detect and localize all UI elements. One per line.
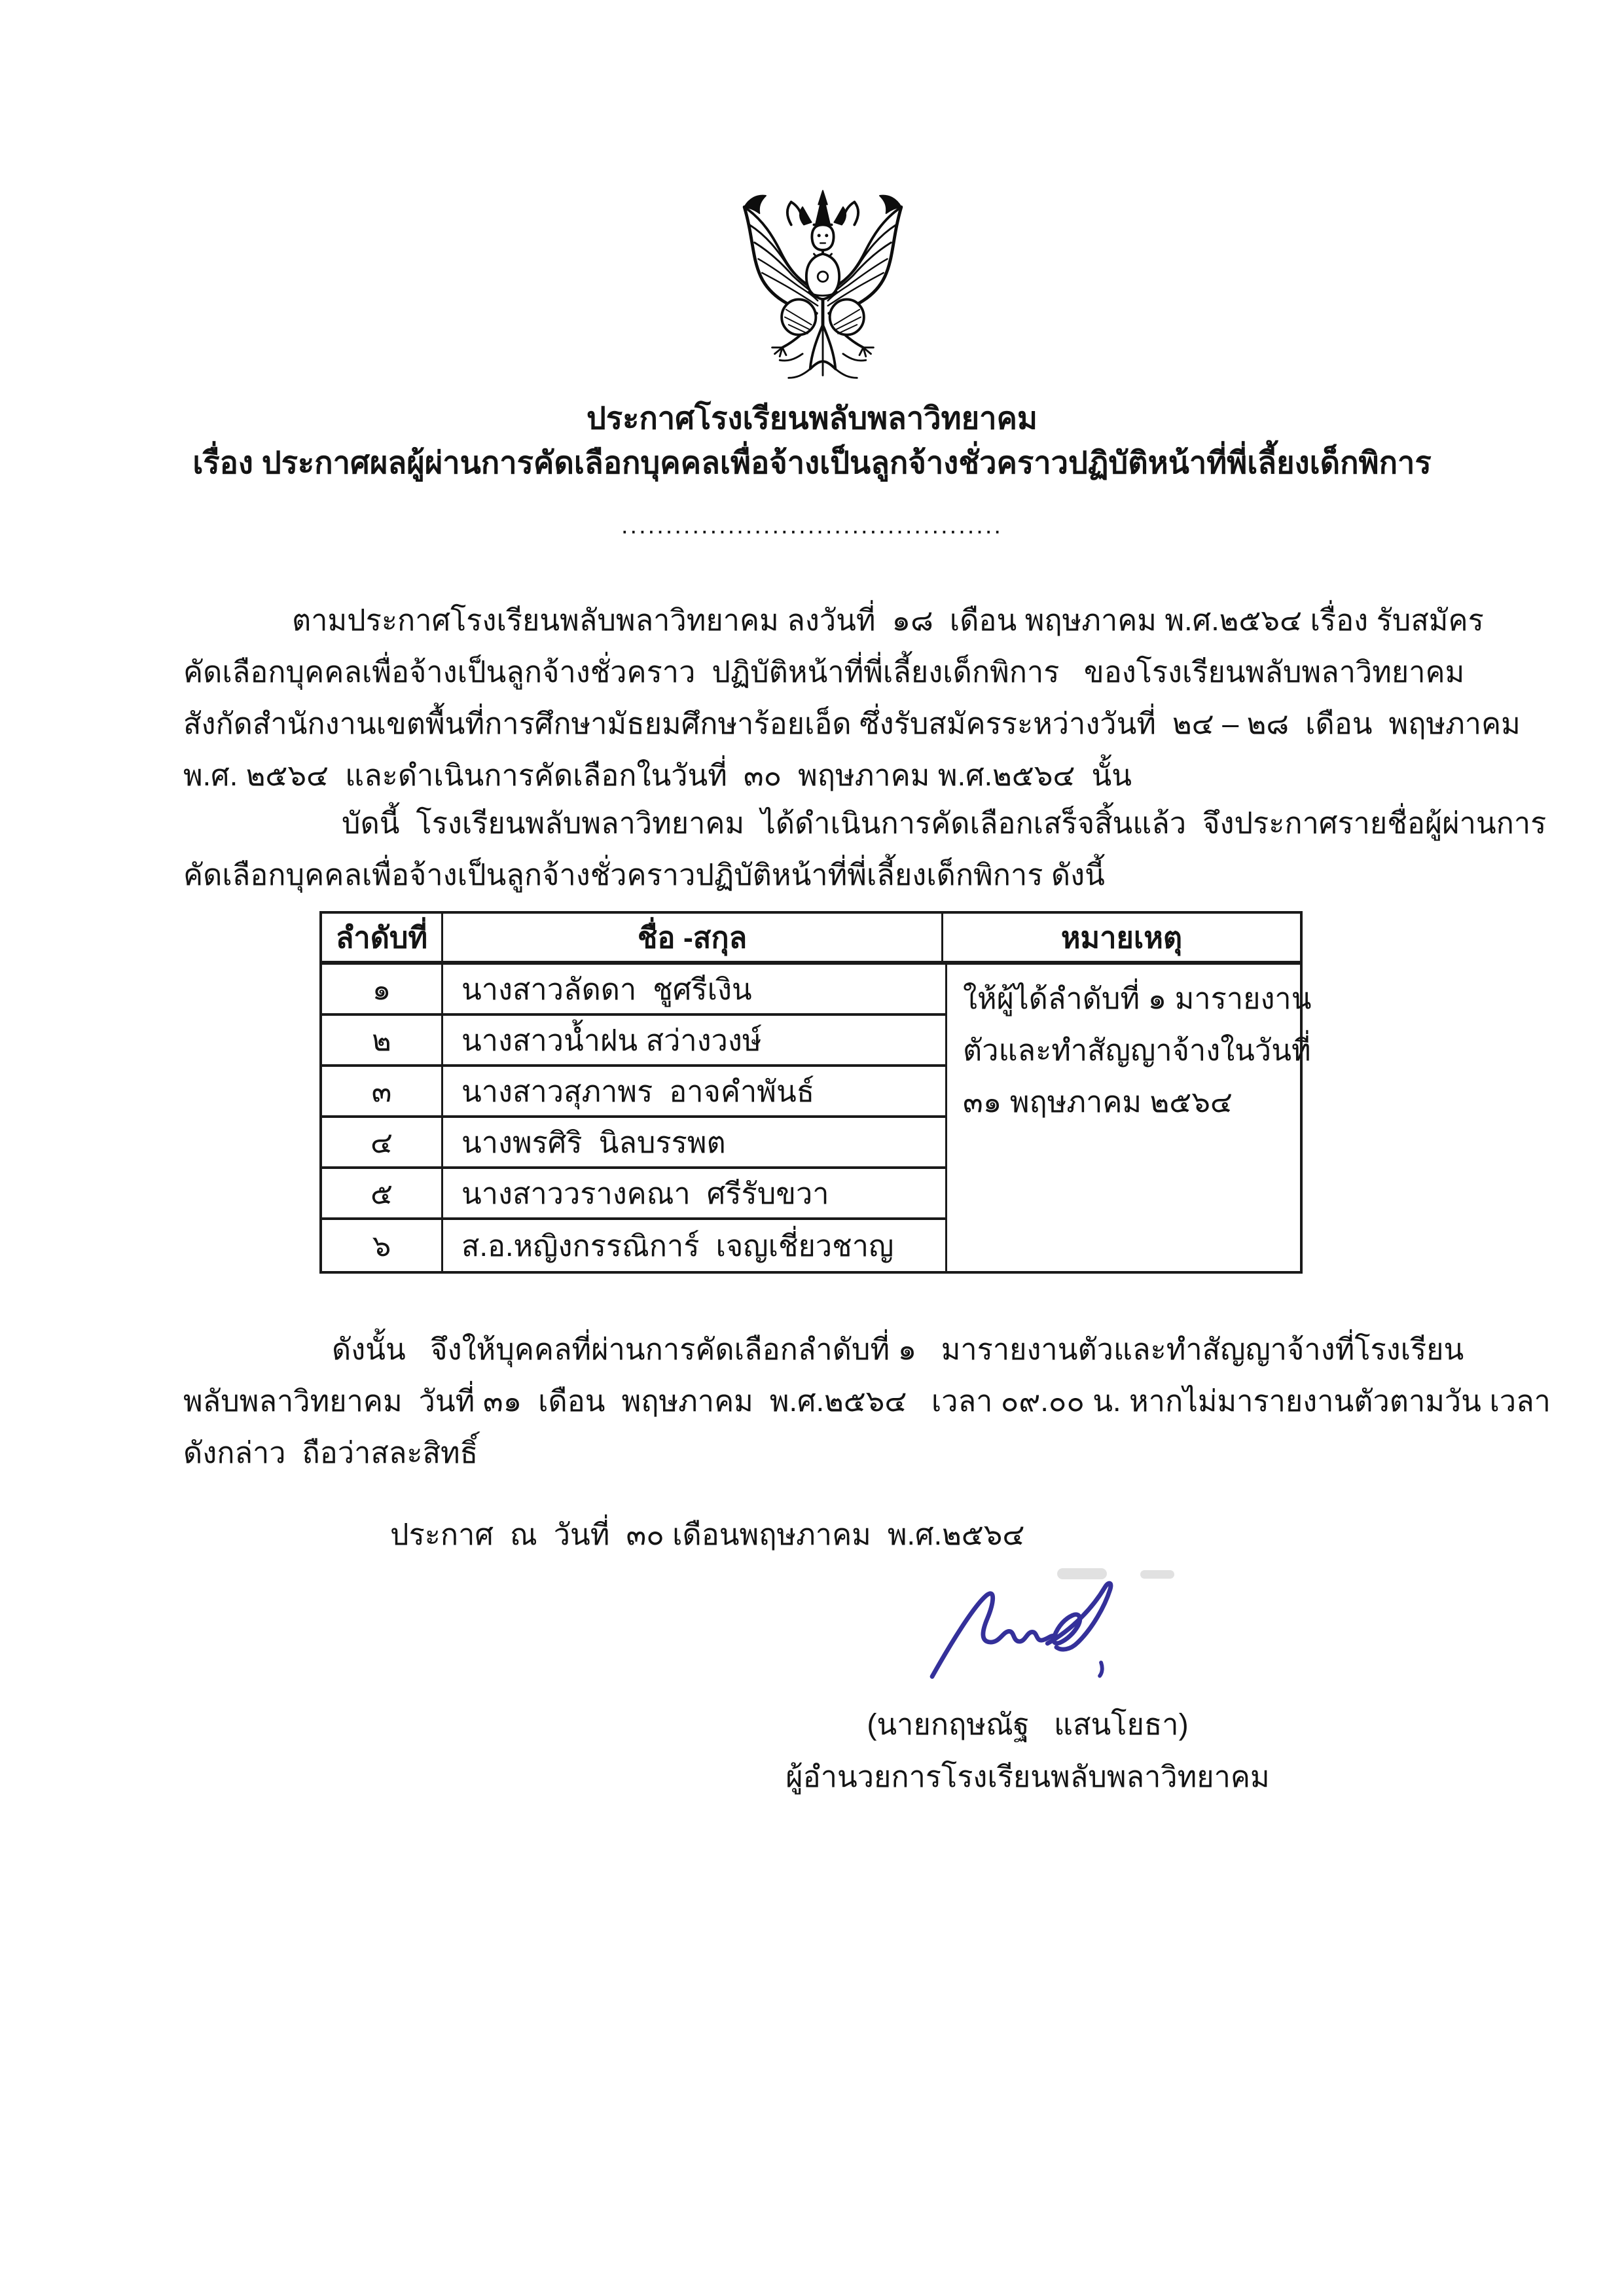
row-no: ๓ <box>371 1075 392 1108</box>
table-row <box>322 965 945 1016</box>
col-header-remark: หมายเหตุ <box>1060 921 1183 954</box>
row-no: ๕ <box>370 1177 393 1210</box>
signature-icon <box>922 1570 1138 1691</box>
signer-name: (นายกฤษณัฐ แสนโยธา) <box>867 1708 1189 1741</box>
paragraph-line: บัดนี้ โรงเรียนพลับพลาวิทยาคม ได้ดำเนินการคัดเลือกเสร็จสิ้นแล้ว จึงประกาศรายชื่อผู้ผ่านการ <box>342 806 1547 840</box>
paragraph-line: พ.ศ. ๒๕๖๔ และดำเนินการคัดเลือกในวันที่ ๓๐ พฤษภาคม พ.ศ.๒๕๖๔ นั้น <box>183 759 1132 792</box>
announcement-date-line: ประกาศ ณ วันที่ ๓๐ เดือนพฤษภาคม พ.ศ.๒๕๖๔ <box>390 1518 1025 1551</box>
document-subject: เรื่อง ประกาศผลผู้ผ่านการคัดเลือกบุคคลเพื่อจ้างเป็นลูกจ้างชั่วคราวปฏิบัติหน้าที่พี่เลี้ยงเด็กพิการ <box>192 445 1432 480</box>
remark-cell <box>945 965 1316 1271</box>
table-header-row <box>322 914 1300 965</box>
col-header-name: ชื่อ -สกุล <box>441 914 943 961</box>
row-no: ๖ <box>372 1229 391 1263</box>
paragraph-line: คัดเลือกบุคคลเพื่อจ้างเป็นลูกจ้างชั่วคราวปฏิบัติหน้าที่พี่เลี้ยงเด็กพิการ ดังนี้ <box>183 858 1105 891</box>
table-row <box>322 1067 945 1118</box>
remark-line: ให้ผู้ได้ลำดับที่ ๑ มารายงาน <box>963 982 1312 1015</box>
row-name: นางสาวน้ำฝน สว่างวงษ์ <box>441 1016 945 1064</box>
document-title: ประกาศโรงเรียนพลับพลาวิทยาคม <box>586 401 1038 435</box>
table-row <box>322 1118 945 1169</box>
divider-dots: ........................................... <box>621 512 1003 539</box>
row-name: นางพรศิริ นิลบรรพต <box>441 1118 945 1166</box>
paragraph-line: ดังกล่าว ถือว่าสละสิทธิ์ <box>183 1436 478 1469</box>
scan-smudge <box>1140 1570 1174 1579</box>
result-table <box>319 911 1312 1274</box>
paragraph-1 <box>183 594 1521 801</box>
table-row <box>322 1016 945 1067</box>
col-header-no: ลำดับที่ <box>335 921 428 954</box>
row-name: นางสาววรางคณา ศรีรับขวา <box>441 1169 945 1217</box>
paragraph-line: ดังนั้น จึงให้บุคคลที่ผ่านการคัดเลือกลำดับที่ ๑ มารายงานตัวและทำสัญญาจ้างที่โรงเรียน <box>332 1333 1464 1366</box>
remark-line: ตัวและทำสัญญาจ้างในวันที่ <box>963 1033 1311 1067</box>
paragraph-line: พลับพลาวิทยาคม วันที่ ๓๑ เดือน พฤษภาคม พ.ศ.๒๕๖๔ เวลา ๐๙.๐๐ น. หากไม่มารายงานตัวตามวัน เวลา <box>183 1384 1551 1418</box>
paragraph-line: สังกัดสำนักงานเขตพื้นที่การศึกษามัธยมศึกษาร้อยเอ็ด ซึ่งรับสมัครระหว่างวันที่ ๒๔ – ๒๘ เดือน พฤษภาคม <box>183 707 1521 740</box>
row-name: นางสาวลัดดา ชูศรีเงิน <box>441 965 945 1013</box>
row-name: ส.อ.หญิงกรรณิการ์ เจญเชี่ยวชาญ <box>441 1220 945 1271</box>
paragraph-3 <box>183 1323 1551 1479</box>
table-row <box>322 1169 945 1220</box>
paragraph-2 <box>183 797 1547 901</box>
paragraph-line: ตามประกาศโรงเรียนพลับพลาวิทยาคม ลงวันที่ ๑๘ เดือน พฤษภาคม พ.ศ.๒๕๖๔ เรื่อง รับสมัคร <box>292 603 1484 637</box>
paragraph-line: คัดเลือกบุคคลเพื่อจ้างเป็นลูกจ้างชั่วคราว ปฏิบัติหน้าที่พี่เลี้ยงเด็กพิการ ของโรงเรียนพลับพลาวิทยาคม <box>183 655 1465 689</box>
table-row <box>322 1220 945 1271</box>
row-no: ๔ <box>370 1126 393 1159</box>
remark-line: ๓๑ พฤษภาคม ๒๕๖๔ <box>963 1085 1233 1119</box>
row-name: นางสาวสุภาพร อาจคำพันธ์ <box>441 1067 945 1115</box>
signer-title: ผู้อำนวยการโรงเรียนพลับพลาวิทยาคม <box>785 1760 1270 1793</box>
row-no: ๑ <box>372 973 391 1006</box>
row-no: ๒ <box>372 1024 391 1057</box>
garuda-emblem-icon <box>728 187 918 391</box>
signer-block <box>749 1698 1306 1803</box>
